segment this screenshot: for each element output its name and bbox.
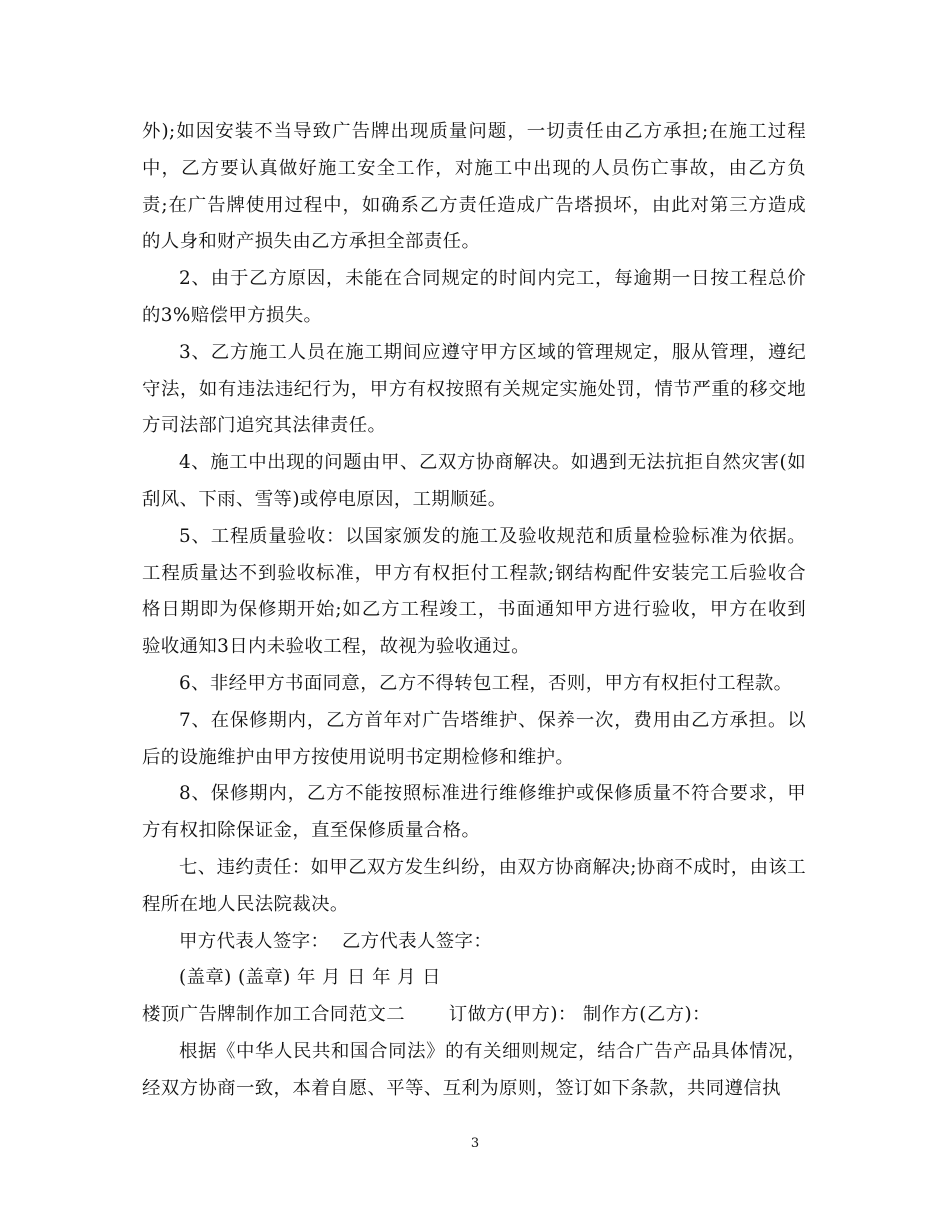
seal-date-line: (盖章) (盖章) 年 月 日 年 月 日 (179, 967, 441, 989)
paragraph-8: 8、保修期内，乙方不能按照标准进行维修维护或保修质量不符合要求，甲方有权扣除保证金，直至保修质量合格。 (142, 783, 806, 842)
paragraph-3: 3、乙方施工人员在施工期间应遵守甲方区域的管理规定，服从管理，遵纪守法，如有违法违纪行为，甲方有权按照有关规定实施处罚，情节严重的移交地方司法部门追究其法律责任。 (142, 341, 806, 437)
paragraph-preamble: 根据《中华人民共和国合同法》的有关细则规定，结合广告产品具体情况，经双方协商一致，本着自愿、平等、互利为原则，签订如下条款，共同遵信执 (142, 1040, 806, 1099)
paragraph-1: 外);如因安装不当导致广告牌出现质量问题，一切责任由乙方承担;在施工过程中，乙方要认真做好施工安全工作，对施工中出现的人员伤亡事故，由乙方负责;在广告牌使用过程中，如确系乙方责任造成广告塔损坏，由此对第三方造成的人身和财产损失由乙方承担全部责任。 (142, 121, 806, 253)
paragraph-6: 6、非经甲方书面同意，乙方不得转包工程，否则，甲方有权拒付工程款。 (179, 672, 793, 694)
paragraph-5: 5、工程质量验收：以国家颁发的施工及验收规范和质量检验标准为依据。工程质量达不到验收标准，甲方有权拒付工程款;钢结构配件安装完工后验收合格日期即为保修期开始;如乙方工程竣工，书面通知甲方进行验收，甲方在收到验收通知3日内未验收工程，故视为验收通过。 (142, 525, 806, 658)
document-body (142, 114, 806, 1108)
signature-line: 甲方代表人签字： 乙方代表人签字： (179, 930, 493, 952)
paragraph-2: 2、由于乙方原因，未能在合同规定的时间内完工，每逾期一日按工程总价的3%赔偿甲方损失。 (142, 268, 806, 326)
contract-title-line: 楼顶广告牌制作加工合同范文二 订做方(甲方)： 制作方(乙方)： (142, 1004, 711, 1026)
paragraph-7: 7、在保修期内，乙方首年对广告塔维护、保养一次，费用由乙方承担。以后的设施维护由甲方按使用说明书定期检修和维护。 (142, 709, 806, 768)
page-number: 3 (470, 1136, 480, 1151)
paragraph-breach-liability: 七、违约责任：如甲乙双方发生纠纷，由双方协商解决;协商不成时，由该工程所在地人民法院裁决。 (142, 856, 806, 915)
paragraph-4: 4、施工中出现的问题由甲、乙双方协商解决。如遇到无法抗拒自然灾害(如刮风、下雨、雪等)或停电原因，工期顺延。 (142, 452, 806, 510)
